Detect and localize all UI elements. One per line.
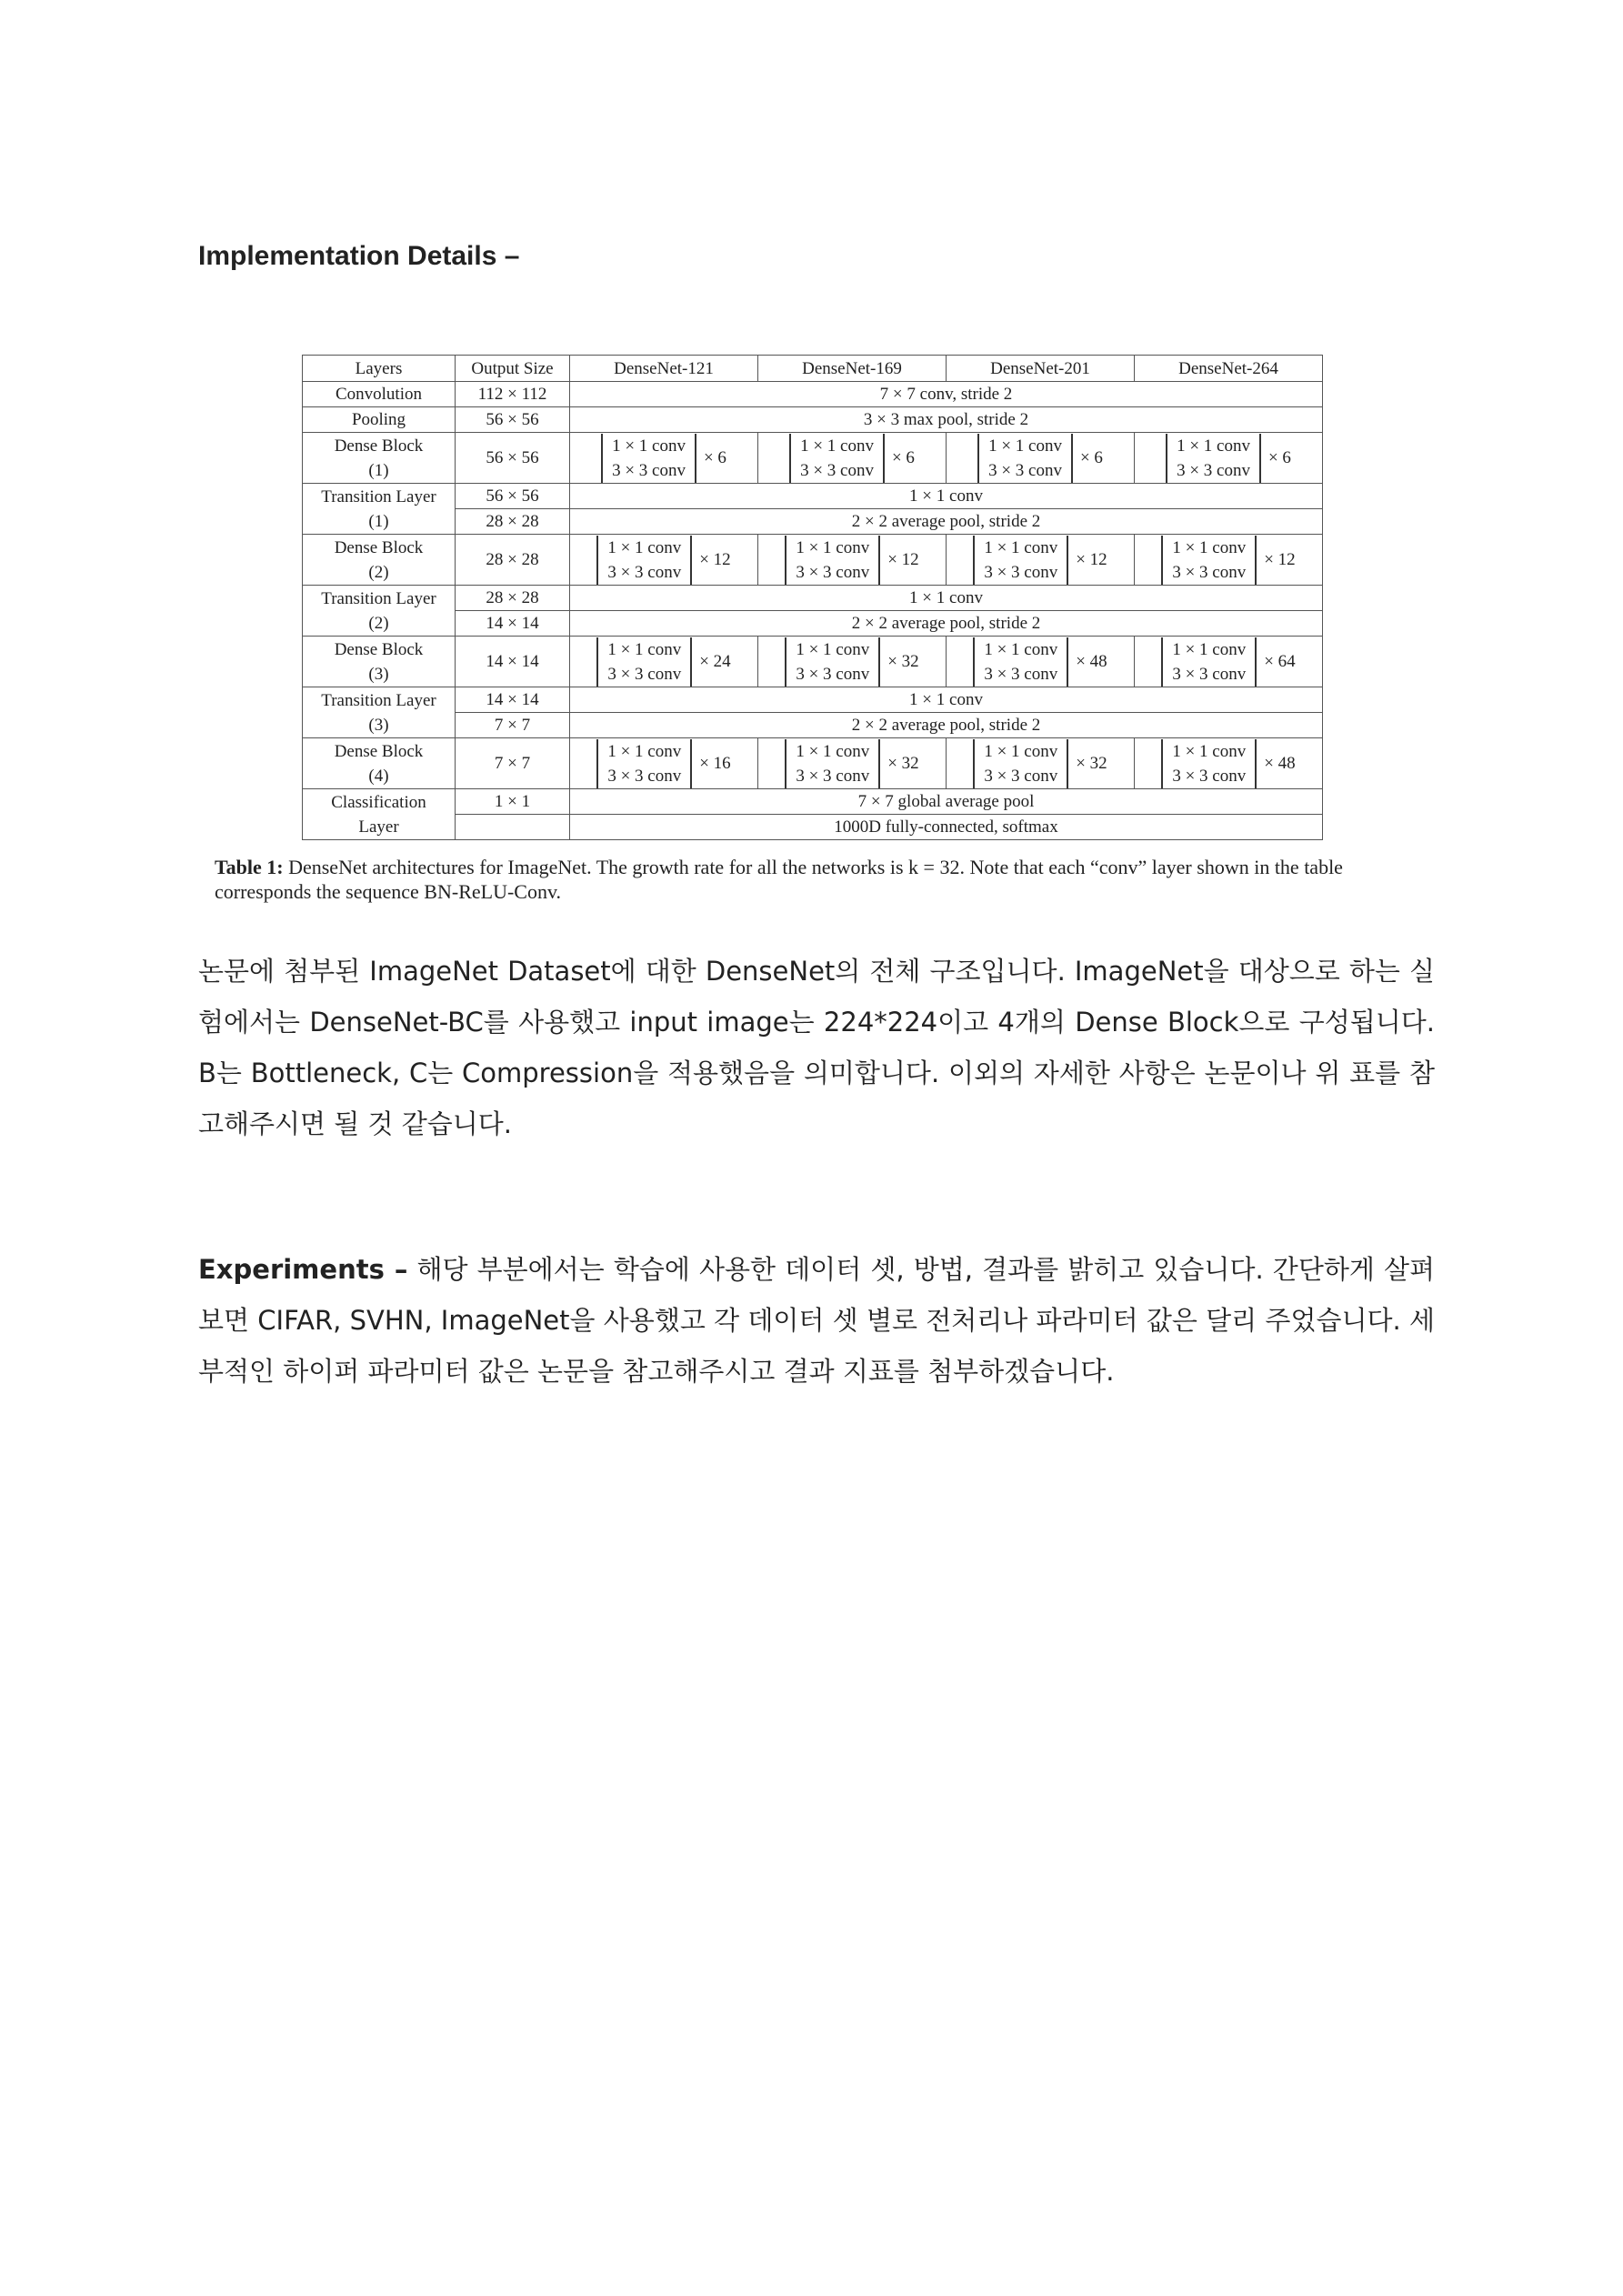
output-size: 56 × 56 — [456, 433, 570, 484]
output-size: 28 × 28 — [456, 586, 570, 611]
table-header-row — [303, 356, 1323, 382]
table-row — [303, 382, 1323, 407]
dense-block-cell: 1 × 1 conv 3 × 3 conv × 6 — [1135, 433, 1323, 484]
densenet-table — [302, 355, 1322, 840]
multiplier: × 32 — [1076, 754, 1107, 773]
output-size: 7 × 7 — [456, 713, 570, 738]
dense-block-cell: 1 × 1 conv 3 × 3 conv × 12 — [1135, 535, 1323, 586]
output-size: 7 × 7 — [456, 738, 570, 789]
layer-name: Pooling — [303, 407, 456, 433]
layer-name: Dense Block (3) — [303, 637, 456, 687]
output-size: 56 × 56 — [456, 484, 570, 509]
output-size: 14 × 14 — [456, 687, 570, 713]
paragraph-structure: 논문에 첨부된 ImageNet Dataset에 대한 DenseNet의 전체 구조입니다. ImageNet을 대상으로 하는 실험에서는 DenseNet-BC를 사용했고 input image는 224*224이고 4개의 Dense Block으로 구성됩니다. B는 Bottleneck, C는 Compression을 적용했음을 의미합니다. 이외의 자세한 사항은 논문이나 위 표를 참고해주시면 될 것 같습니다. — [198, 956, 1435, 1139]
layer-name: Convolution — [303, 382, 456, 407]
output-size: 56 × 56 — [456, 407, 570, 433]
multiplier: × 32 — [887, 754, 919, 773]
layer-spec: 1 × 1 conv — [570, 484, 1323, 509]
multiplier: × 12 — [699, 550, 731, 569]
output-size: 28 × 28 — [456, 509, 570, 535]
multiplier: × 12 — [1076, 550, 1107, 569]
layer-spec: 1 × 1 conv — [570, 687, 1323, 713]
multiplier: × 6 — [891, 448, 915, 467]
output-size — [456, 815, 570, 840]
experiments-text: 해당 부분에서는 학습에 사용한 데이터 셋, 방법, 결과를 밝히고 있습니다. 간단하게 살펴보면 CIFAR, SVHN, ImageNet을 사용했고 각 데이터 셋 별로 전처리나 파라미터 값은 달리 주었습니다. 세부적인 하이퍼 파라미터 값은 논문을 참고해주시고 결과 지표를 첨부하겠습니다. — [198, 1254, 1436, 1387]
table-row — [303, 535, 1323, 586]
layer-spec: 3 × 3 max pool, stride 2 — [570, 407, 1323, 433]
multiplier: × 48 — [1076, 652, 1107, 671]
layer-spec: 7 × 7 conv, stride 2 — [570, 382, 1323, 407]
layer-name: Transition Layer (1) — [303, 484, 456, 535]
output-size: 1 × 1 — [456, 789, 570, 815]
multiplier: × 6 — [1267, 448, 1291, 467]
output-size: 112 × 112 — [456, 382, 570, 407]
layer-name: Dense Block (4) — [303, 738, 456, 789]
dense-block-cell: 1 × 1 conv 3 × 3 conv × 24 — [570, 637, 758, 687]
dense-block-cell: 1 × 1 conv 3 × 3 conv × 6 — [570, 433, 758, 484]
dense-block-cell: 1 × 1 conv 3 × 3 conv × 12 — [947, 535, 1135, 586]
layer-spec: 2 × 2 average pool, stride 2 — [570, 713, 1323, 738]
table-row — [303, 509, 1323, 535]
header-densenet-121: DenseNet-121 — [570, 356, 758, 382]
table-row — [303, 433, 1323, 484]
header-densenet-201: DenseNet-201 — [947, 356, 1135, 382]
multiplier: × 64 — [1264, 652, 1296, 671]
multiplier: × 6 — [1079, 448, 1103, 467]
table-caption — [215, 855, 1424, 904]
table-row — [303, 637, 1323, 687]
layer-spec: 7 × 7 global average pool — [570, 789, 1323, 815]
layer-name: Dense Block (1) — [303, 433, 456, 484]
table-row — [303, 738, 1323, 789]
dense-block-cell: 1 × 1 conv 3 × 3 conv × 12 — [570, 535, 758, 586]
experiments-label: Experiments – — [198, 1254, 408, 1285]
multiplier: × 24 — [699, 652, 731, 671]
multiplier: × 12 — [1264, 550, 1296, 569]
table-row — [303, 586, 1323, 611]
multiplier: × 16 — [699, 754, 731, 773]
table-row — [303, 407, 1323, 433]
dense-block-cell: 1 × 1 conv 3 × 3 conv × 6 — [758, 433, 947, 484]
output-size: 14 × 14 — [456, 637, 570, 687]
layer-name: Dense Block (2) — [303, 535, 456, 586]
dense-block-cell: 1 × 1 conv 3 × 3 conv × 48 — [947, 637, 1135, 687]
dense-block-cell: 1 × 1 conv 3 × 3 conv × 32 — [758, 637, 947, 687]
section-heading: Implementation Details – — [198, 241, 520, 271]
table-row — [303, 687, 1323, 713]
dense-block-cell: 1 × 1 conv 3 × 3 conv × 6 — [947, 433, 1135, 484]
table-row — [303, 789, 1323, 815]
layer-spec: 2 × 2 average pool, stride 2 — [570, 611, 1323, 637]
paragraph-experiments — [198, 1244, 1435, 1397]
header-output-size: Output Size — [456, 356, 570, 382]
dense-block-cell: 1 × 1 conv 3 × 3 conv × 32 — [758, 738, 947, 789]
multiplier: × 12 — [887, 550, 919, 569]
layer-name: Classification Layer — [303, 789, 456, 840]
layer-name: Transition Layer (2) — [303, 586, 456, 637]
header-densenet-169: DenseNet-169 — [758, 356, 947, 382]
layer-spec: 2 × 2 average pool, stride 2 — [570, 509, 1323, 535]
dense-block-cell: 1 × 1 conv 3 × 3 conv × 32 — [947, 738, 1135, 789]
multiplier: × 6 — [703, 448, 726, 467]
multiplier: × 48 — [1264, 754, 1296, 773]
header-densenet-264: DenseNet-264 — [1135, 356, 1323, 382]
dense-block-cell: 1 × 1 conv 3 × 3 conv × 48 — [1135, 738, 1323, 789]
dense-block-cell: 1 × 1 conv 3 × 3 conv × 64 — [1135, 637, 1323, 687]
layer-name: Transition Layer (3) — [303, 687, 456, 738]
output-size: 14 × 14 — [456, 611, 570, 637]
dense-block-cell: 1 × 1 conv 3 × 3 conv × 12 — [758, 535, 947, 586]
layer-spec: 1 × 1 conv — [570, 586, 1323, 611]
table-row — [303, 815, 1323, 840]
dense-block-cell: 1 × 1 conv 3 × 3 conv × 16 — [570, 738, 758, 789]
table-row — [303, 611, 1323, 637]
caption-text: DenseNet architectures for ImageNet. The growth rate for all the networks is k = 32. Note that each “conv” layer shown in the table corresponds the sequence BN-ReLU-Conv. — [215, 856, 1343, 903]
multiplier: × 32 — [887, 652, 919, 671]
layer-spec: 1000D fully-connected, softmax — [570, 815, 1323, 840]
table-row — [303, 713, 1323, 738]
table-row — [303, 484, 1323, 509]
output-size: 28 × 28 — [456, 535, 570, 586]
caption-label: Table 1: — [215, 856, 284, 878]
header-layers: Layers — [303, 356, 456, 382]
